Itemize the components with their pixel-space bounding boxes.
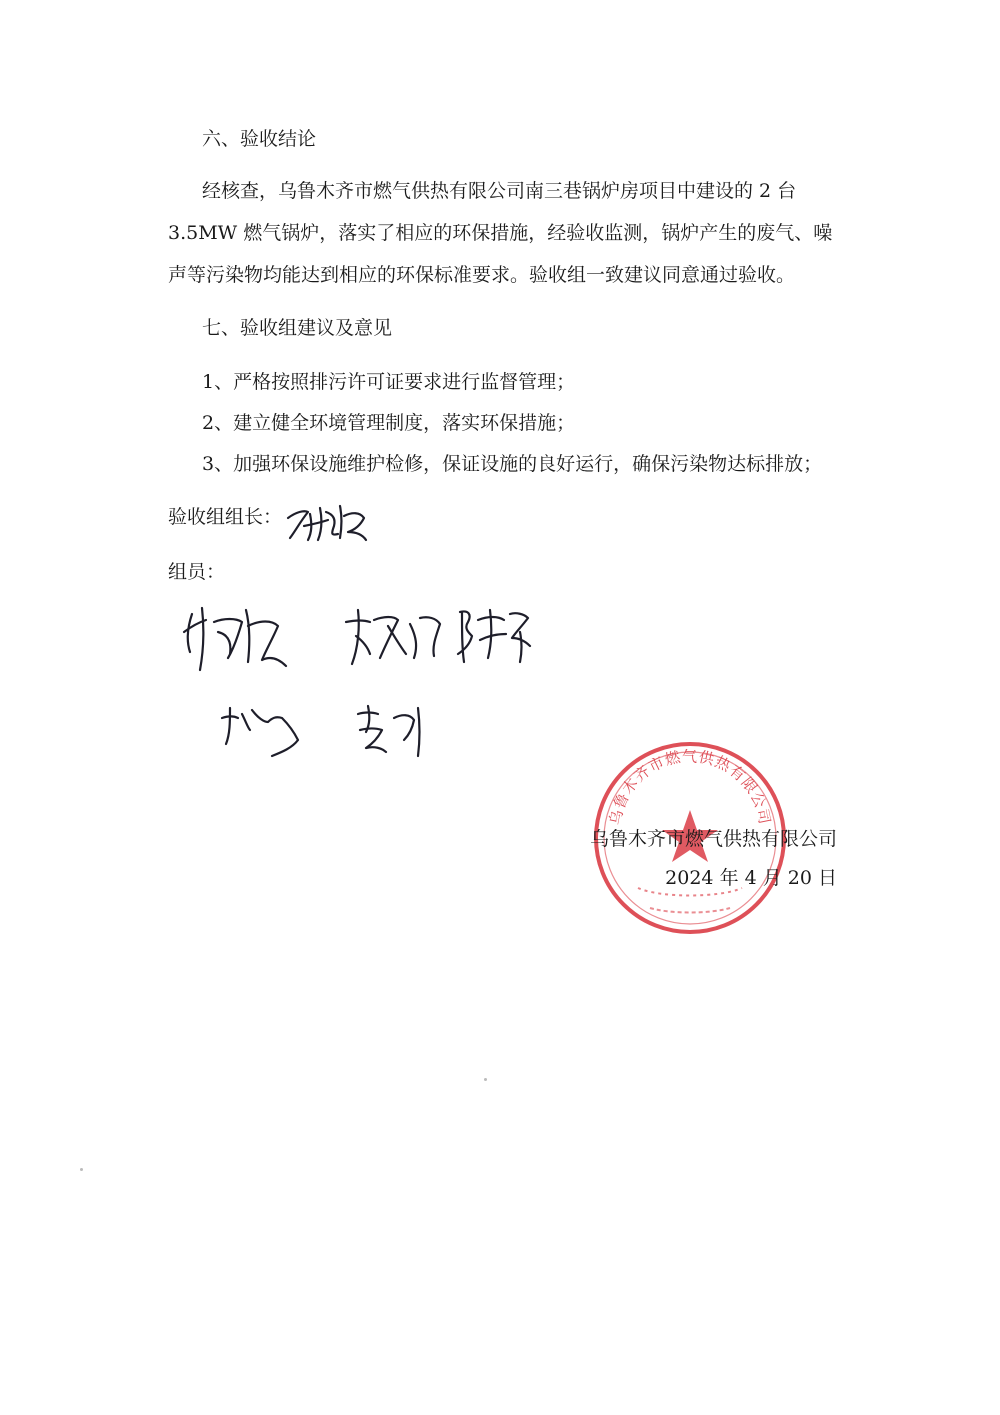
section-7-item-1: 1、严格按照排污许可证要求进行监督管理； (202, 371, 576, 393)
footer-date: 2024 年 4 月 20 日 (665, 867, 837, 889)
leader-signature (282, 496, 382, 546)
member-signature-4 (216, 700, 316, 760)
scan-speck (484, 1078, 487, 1081)
section-6-body-line-1: 经核查，乌鲁木齐市燃气供热有限公司南三巷锅炉房项目中建设的 2 台 (202, 180, 797, 202)
section-6-body-line-3: 声等污染物均能达到相应的环保标准要求。验收组一致建议同意通过验收。 (168, 264, 796, 286)
leader-label: 验收组组长： (168, 506, 283, 528)
member-signature-2 (340, 602, 450, 672)
section-6-body-line-2: 3.5MW 燃气锅炉，落实了相应的环保措施，经验收监测，锅炉产生的废气、噪 (168, 222, 833, 244)
section-7-item-3: 3、加强环保设施维护检修，保证设施的良好运行，确保污染物达标排放； (202, 453, 823, 475)
members-label: 组员： (168, 561, 226, 583)
member-signature-1 (178, 596, 308, 676)
section-7-item-2: 2、建立健全环境管理制度，落实环保措施； (202, 412, 576, 434)
member-signature-5 (352, 700, 432, 760)
member-signature-3 (452, 602, 538, 666)
footer-company: 乌鲁木齐市燃气供热有限公司 (589, 828, 837, 850)
scan-speck (80, 1168, 83, 1171)
svg-text:乌鲁木齐市燃气供热有限公司: 乌鲁木齐市燃气供热有限公司 (606, 747, 774, 827)
section-6-heading: 六、验收结论 (202, 128, 317, 150)
section-7-heading: 七、验收组建议及意见 (202, 317, 393, 339)
